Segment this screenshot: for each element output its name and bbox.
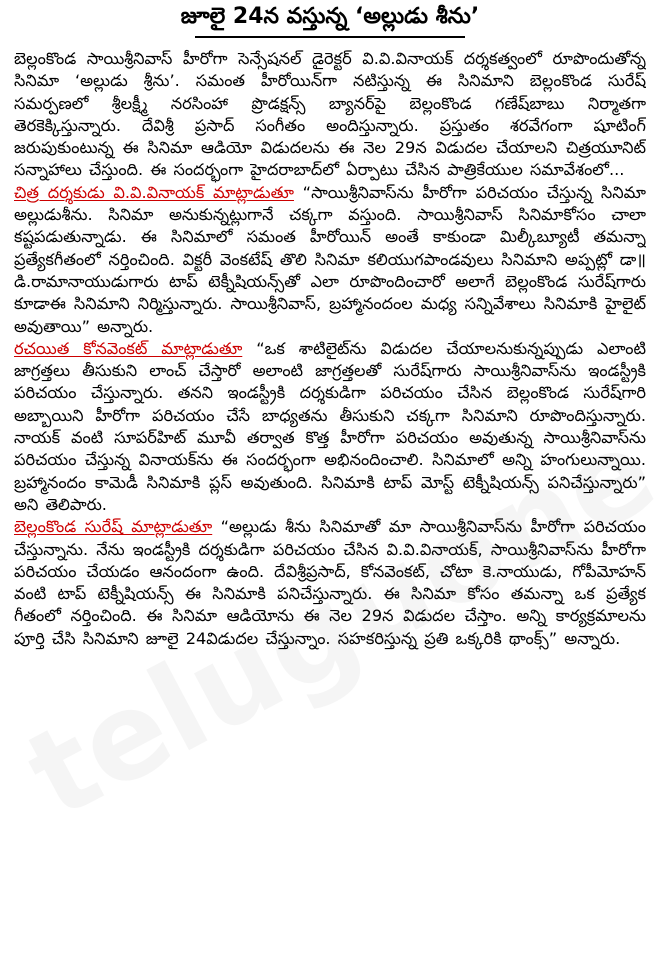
paragraph-intro — [14, 48, 646, 182]
paragraph-writer-quote — [14, 338, 646, 516]
speaker-producer: బెల్లంకొండ సురేష్ మాట్లాడుతూ — [14, 517, 213, 537]
speaker-director: చిత్ర దర్శకుడు వి.వి.వినాయక్ మాట్లాడుతూ — [14, 182, 294, 202]
article-body — [14, 48, 646, 968]
title-underline — [195, 36, 465, 38]
paragraph-intro-text: బెల్లంకొండ సాయిశ్రీనివాస్ హీరోగా సెన్సేషనల్ డైరెక్టర్ వి.వి.వినాయక్ దర్శకత్వంలో రూపొందుతోన్న సినిమా ‘అల్లుడు శ్రీను’. సమంత హీరోయిన్‌గా నటిస్తున్న ఈ సినిమాని బెల్లంకొండ సురేష్ సమర్పణలో శ్రీలక్ష్మీ నరసింహా ప్రొడక్షన్స్ బ్యానర్‌పై బెల్లంకొండ గణేష్‌బాబు నిర్మాతగా తెరకెక్కిస్తున్నారు. దేవిశ్రీ ప్రసాద్ సంగీతం అందిస్తున్నారు. ప్రస్తుతం శరవేగంగా షూటింగ్ జరుపుకుంటున్న ఈ సినిమా ఆడియో విడుదలను ఈ నెల 29న విడుదల చేయాలని చిత్రయూనిట్ సన్నాహాలు చేస్తుంది. ఈ సందర్భంగా హైదరాబాద్‌లో ఏర్పాటు చేసిన పాత్రికేయుల సమావేశంలో... — [14, 49, 646, 180]
paragraph-director-quote — [14, 182, 646, 338]
speaker-writer: రచయిత కోనవెంకట్ మాట్లాడుతూ — [14, 338, 243, 358]
paragraph-producer-text: “అల్లుడు శీను సినిమాతో మా సాయిశ్రీనివాస్‌ను హీరోగా పరిచయం చేస్తున్నాను. నేను ఇండస్ట్రీకి దర్శకుడిగా పరిచయం చేసిన వి.వి.వినాయక్, సాయిశ్రీనివాస్‌ను హీరోగా పరిచయం చేయడం ఆనందంగా ఉంది. దేవిశ్రీప్రసాద్, కోనవెంకట్, చోటా కె.నాయుడు, గోపీమోహన్ వంటి టాప్ టెక్నీషియన్స్ ఈ సినిమాకి పనిచేస్తున్నారు. ఈ సినిమా కోసం తమన్నా ఒక ప్రత్యేక గీతంలో నర్తించింది. ఈ సినిమా ఆడియోను ఈ నెల 29న విడుదల చేస్తాం. అన్ని కార్యక్రమాలను పూర్తి చేసి సినిమాని జూలై 24విడుదల చేస్తున్నాం. సహకరిస్తున్న ప్రతి ఒక్కరికి థాంక్స్” అన్నారు. — [14, 517, 646, 648]
paragraph-director-text: “సాయిశ్రీనివాస్‌ను హీరోగా పరిచయం చేస్తున్న సినిమా అల్లుడుశీను. సినిమా అనుకున్నట్లుగానే చక్కగా వస్తుంది. సాయిశ్రీనివాస్ సినిమాకోసం చాలా కష్టపడుతున్నాడు. ఈ సినిమాలో సమంత హీరోయిన్ అంతే కాకుండా మిల్కీబ్యూటీ తమన్నా ప్రత్యేకగీతంలో నర్తించింది. విక్టరీ వెంకటేష్ తొలి సినిమా కలియుగపాండవులు సినిమాని అప్పట్లో డా॥డి.రామానాయుడుగారు టాప్ టెక్నీషియన్స్‌తో ఎలా రూపొందించారో అలాగే బెల్లంకొండ సురేష్‌గారు కూడాఈ సినిమాని నిర్మిస్తున్నారు. సాయిశ్రీనివాస్, బ్రహ్మానందంల మధ్య సన్నివేశాలు సినిమాకి హైలైట్ అవుతాయి” అన్నారు. — [14, 182, 646, 336]
paragraph-producer-quote — [14, 516, 646, 650]
paragraph-writer-text: “ఒక శాటిలైట్‌ను విడుదల చేయాలనుకున్నప్పుడు ఎలాంటి జాగ్రత్తలు తీసుకుని లాంచ్ చేస్తారో అలాంటి జాగ్రత్తలతో సురేష్‌గారు సాయిశ్రీనివాస్‌ను ఇండస్ట్రీకి పరిచయం చేస్తున్నారు. తనని ఇండస్ట్రీకి దర్శకుడిగా పరిచయం చేసిన బెల్లంకొండ సురేష్‌గారి అబ్బాయిని హీరోగా పరిచయం చేసే బాధ్యతను తీసుకుని చక్కగా సినిమాని రూపొందిస్తున్నారు. నాయక్ వంటి సూపర్‌హిట్ మూవీ తర్వాత కొత్త హీరోగా పరిచయం అవుతున్న సాయిశ్రీనివాస్‌ను పరిచయం చేస్తున్న వినాయక్‌ను ఈ సందర్భంగా అభినందించాలి. సినిమాలో అన్ని హంగులున్నాయి. బ్రహ్మానందం కామెడీ సినిమాకి ప్లస్ అవుతుంది. సినిమాకి టాప్ మోస్ట్ టెక్నీషియన్స్ పనిచేస్తున్నారు” అని తెలిపారు. — [14, 338, 646, 514]
article-title-text: జూలై 24న వస్తున్న ‘అల్లుడు శీను’ — [180, 4, 480, 29]
article-title — [0, 2, 660, 32]
